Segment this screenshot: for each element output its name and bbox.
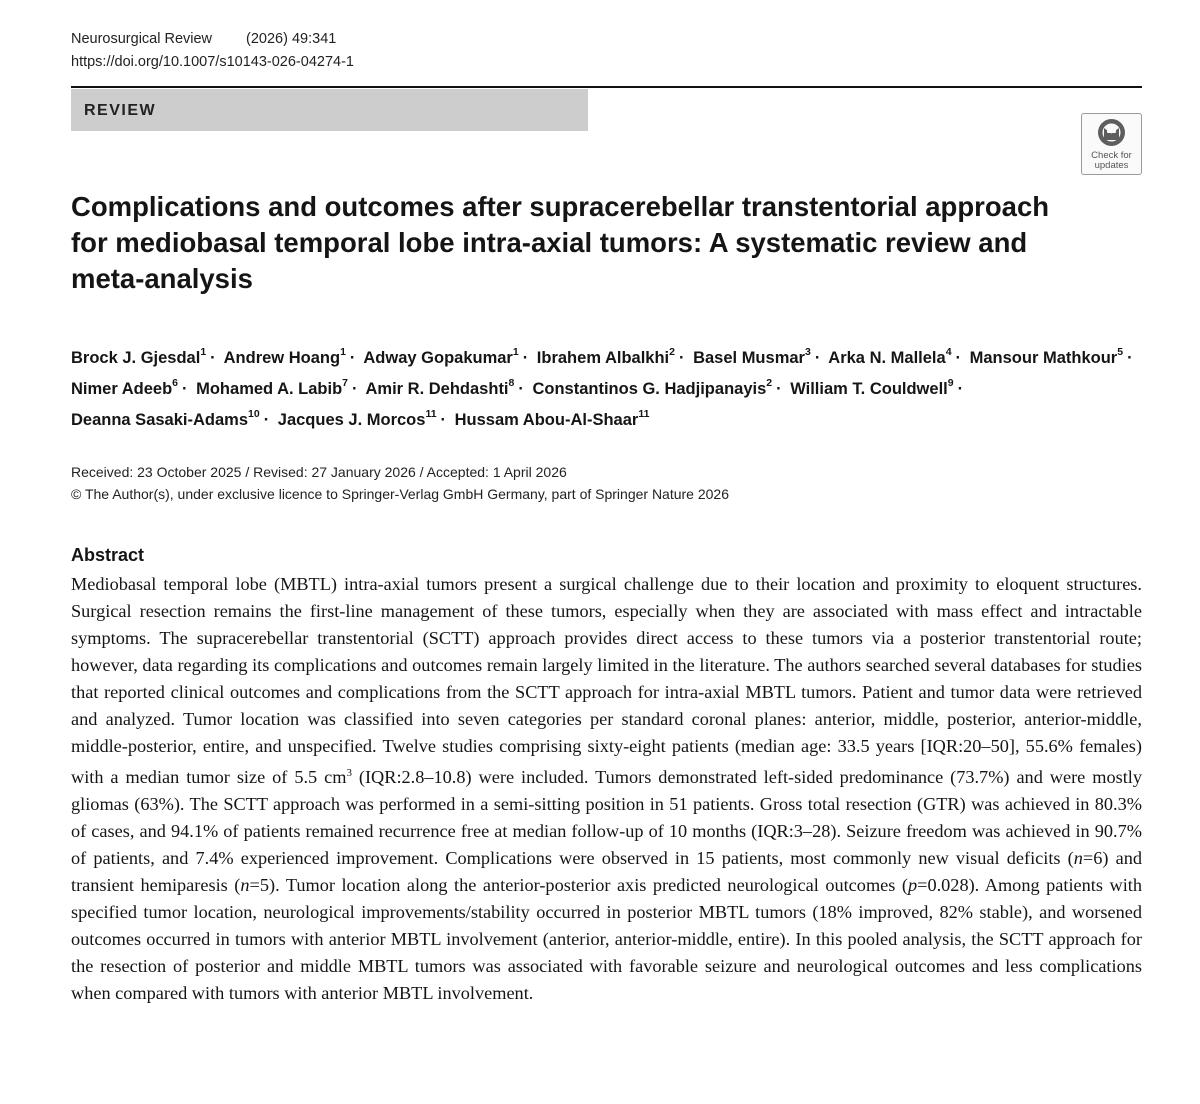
author-name[interactable] xyxy=(536,346,689,367)
author-separator: · xyxy=(518,379,524,398)
abstract-superscript: 3 xyxy=(346,767,352,779)
author-name-text: Basel Musmar xyxy=(693,348,805,367)
author-affiliation-number: 11 xyxy=(638,408,650,420)
abstract-heading: Abstract xyxy=(71,545,145,565)
check-for-updates-button[interactable] xyxy=(1081,113,1142,175)
author-separator: · xyxy=(440,410,447,429)
article-dates-block xyxy=(71,461,729,505)
abstract-italic-n: n xyxy=(240,875,250,896)
author-separator: · xyxy=(955,348,962,367)
journal-name: Neurosurgical Review xyxy=(71,31,213,47)
author-affiliation-number: 2 xyxy=(766,377,773,389)
author-affiliation-number: 6 xyxy=(172,377,179,389)
author-affiliation-number: 8 xyxy=(508,377,515,389)
author-name[interactable] xyxy=(277,408,450,429)
author-affiliation-number: 5 xyxy=(1117,346,1124,358)
author-separator: · xyxy=(957,379,964,398)
check-updates-text xyxy=(1082,151,1141,171)
author-separator: · xyxy=(182,379,188,398)
author-name-text: Deanna Sasaki-Adams xyxy=(71,410,248,429)
author-name-text: William T. Couldwell xyxy=(790,379,948,398)
author-name[interactable] xyxy=(71,408,273,429)
author-separator: · xyxy=(349,348,356,367)
author-name-text: Jacques J. Morcos xyxy=(277,410,426,429)
author-name[interactable] xyxy=(693,346,824,367)
author-name-text: Mohamed A. Labib xyxy=(196,379,343,398)
author-name-text: Adway Gopakumar xyxy=(363,348,513,367)
author-name-text: Amir R. Dehdashti xyxy=(365,379,509,398)
abstract-segment: =0.028). Among patients with specified tumor location, neurological improvements/stability occurred in posterior MBTL tumors (18% improved, 82% stable), and worsened outcomes occurred in tumors with anterior MBTL involvement (anterior, anterior-middle, entire). In this pooled analysis, the SCTT approach for the resection of posterior and middle MBTL tumors was associated with favorable seizure and neurological outcomes and less complications when compared with tumors with anterior MBTL involvement. xyxy=(71,875,1142,1004)
crossmark-icon xyxy=(1097,118,1126,147)
author-name-text: Mansour Mathkour xyxy=(969,348,1118,367)
doi-link[interactable]: https://doi.org/10.1007/s10143-026-04274-1 xyxy=(71,54,354,70)
author-separator: · xyxy=(263,410,270,429)
author-affiliation-number: 4 xyxy=(945,346,952,358)
author-separator: · xyxy=(522,348,529,367)
author-name-text: Andrew Hoang xyxy=(223,348,341,367)
received-revised-accepted: Received: 23 October 2025 / Revised: 27 January 2026 / Accepted: 1 April 2026 xyxy=(71,464,567,480)
author-affiliation-number: 9 xyxy=(947,377,954,389)
author-name[interactable] xyxy=(828,346,965,367)
abstract-segment: =5). Tumor location along the anterior-posterior axis predicted neurological outcomes ( xyxy=(249,875,908,896)
abstract-segment: Mediobasal temporal lobe (MBTL) intra-axial tumors present a surgical challenge due to their location and proximity to eloquent structures. Surgical resection remains the first-line management of these tumors, especially when they are associated with mass effect and intractable symptoms. The supracerebellar transtentorial (SCTT) approach provides direct access to these tumors via a posterior transtentorial route; however, data regarding its complications and outcomes remain largely limited in the literature. The authors searched several databases for studies that reported clinical outcomes and complications from the SCTT approach for intra-axial MBTL tumors. Patient and tumor data were retrieved and analyzed. Tumor location was classified into seven categories per standard coronal planes: anterior, middle, posterior, anterior-middle, middle-posterior, entire, and unspecified. Twelve studies comprising sixty-eight patients (median age: 33.5 years [IQR:20–50], 55.6% females) with a median tumor size of 5.5 cm xyxy=(71,574,1142,788)
author-name[interactable] xyxy=(196,377,361,398)
author-affiliation-number: 2 xyxy=(669,346,675,358)
author-affiliation-number: 1 xyxy=(512,346,519,358)
article-type-label: REVIEW xyxy=(84,102,157,119)
author-affiliation-number: 11 xyxy=(425,408,437,420)
author-name[interactable] xyxy=(454,408,650,429)
author-separator: · xyxy=(1127,348,1133,367)
author-name[interactable] xyxy=(365,377,528,398)
author-name[interactable] xyxy=(363,346,532,367)
author-name[interactable] xyxy=(71,346,220,367)
citation: (2026) 49:341 xyxy=(246,31,337,47)
journal-header xyxy=(71,31,336,47)
author-affiliation-number: 7 xyxy=(342,377,349,389)
author-separator: · xyxy=(678,348,685,367)
copyright-notice: © The Author(s), under exclusive licence to Springer-Verlag GmbH Germany, part of Springer Nature 2026 xyxy=(71,486,729,502)
check-updates-line2: updates xyxy=(1094,160,1129,171)
abstract-italic-n: n xyxy=(1073,848,1083,869)
author-name-text: Constantinos G. Hadjipanayis xyxy=(532,379,767,398)
article-title: Complications and outcomes after supracerebellar transtentorial approach for mediobasal temporal lobe intra-axial tumors: A systematic review and meta-analysis xyxy=(71,191,1050,294)
author-separator: · xyxy=(352,379,358,398)
author-list xyxy=(71,340,1151,433)
author-separator: · xyxy=(776,379,782,398)
author-name[interactable] xyxy=(969,346,1137,367)
abstract-text xyxy=(71,571,1142,1007)
header-rule xyxy=(71,86,1142,88)
author-affiliation-number: 10 xyxy=(248,408,260,420)
author-separator: · xyxy=(814,348,821,367)
author-name[interactable] xyxy=(223,346,360,367)
abstract-segment: =6) and transient hemiparesis ( xyxy=(71,848,1142,896)
author-affiliation-number: 3 xyxy=(804,346,811,358)
check-updates-line1: Check for xyxy=(1091,150,1132,161)
author-name[interactable] xyxy=(71,377,192,398)
author-affiliation-number: 1 xyxy=(200,346,207,358)
author-name-text: Nimer Adeeb xyxy=(71,379,173,398)
abstract-segment: (IQR:2.8–10.8) were included. Tumors demonstrated left-sided predominance (73.7%) and were mostly gliomas (63%). The SCTT approach was performed in a semi-sitting position in 51 patients. Gross total resection (GTR) was achieved in 80.3% of cases, and 94.1% of patients remained recurrence free at median follow-up of 10 months (IQR:3–28). Seizure freedom was achieved in 90.7% of patients, and 7.4% experienced improvement. Complications were observed in 15 patients, most commonly new visual deficits ( xyxy=(71,767,1142,869)
author-separator: · xyxy=(210,348,216,367)
author-name[interactable] xyxy=(790,377,967,398)
author-name-text: Arka N. Mallela xyxy=(828,348,946,367)
author-name-text: Brock J. Gjesdal xyxy=(71,348,201,367)
author-name[interactable] xyxy=(532,377,785,398)
author-affiliation-number: 1 xyxy=(340,346,346,358)
author-name-text: Hussam Abou-Al-Shaar xyxy=(454,410,639,429)
author-name-text: Ibrahem Albalkhi xyxy=(536,348,670,367)
abstract-italic-p: p xyxy=(908,875,918,896)
